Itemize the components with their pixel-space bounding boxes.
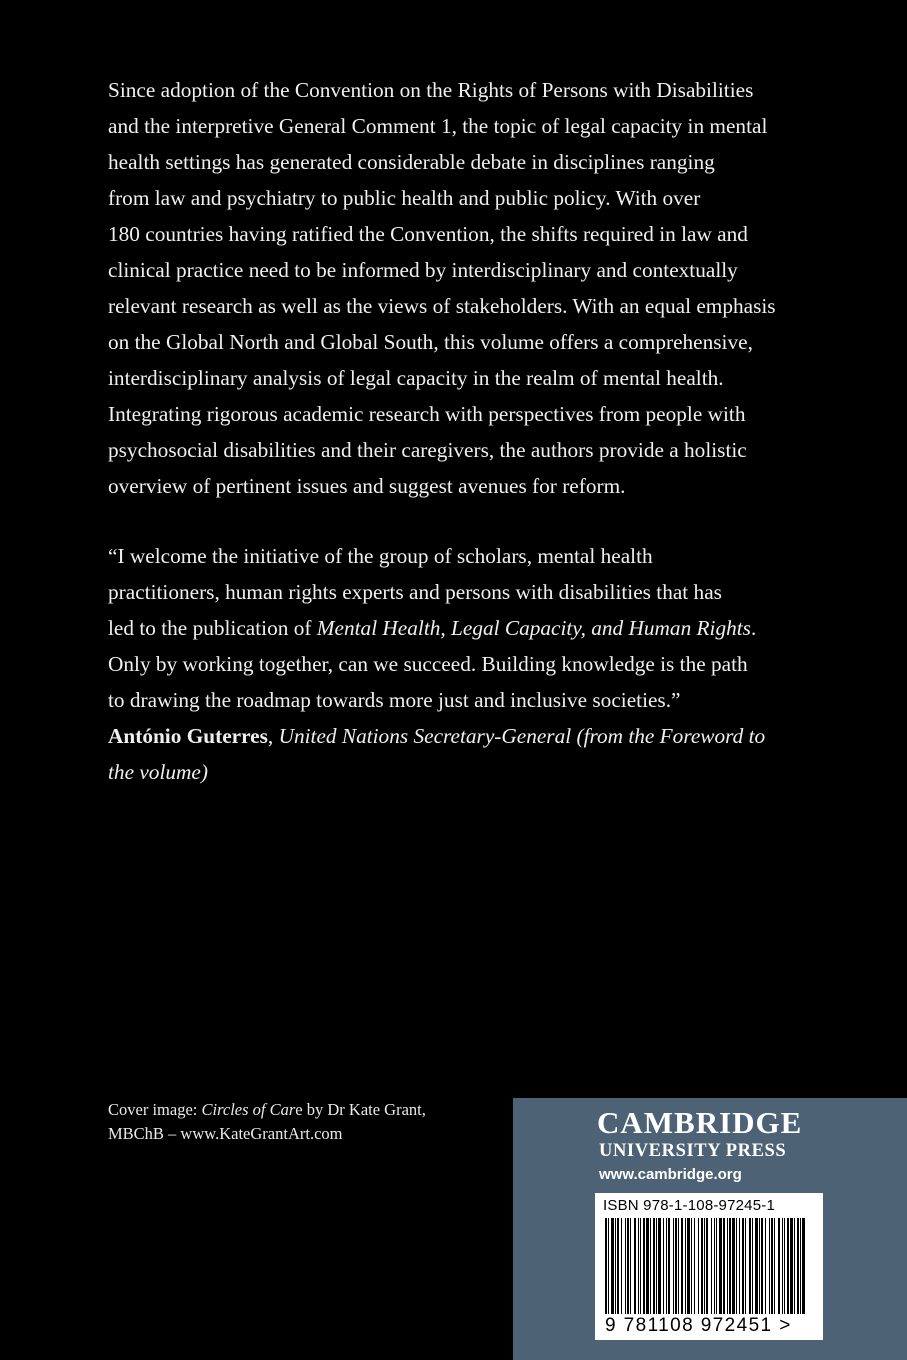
barcode-bar [761,1218,763,1314]
credit-prefix: Cover image: [108,1100,202,1119]
barcode-bar [802,1218,805,1314]
barcode-bar [800,1218,801,1314]
barcode-bar [617,1218,619,1314]
barcode-bar [711,1218,712,1314]
barcode-bar [787,1218,789,1314]
barcode-bar [668,1218,670,1314]
quote-author: António Guterres [108,724,268,748]
barcode-bar [714,1218,715,1314]
barcode-bar [627,1218,629,1314]
barcode-bar [706,1218,708,1314]
quote-line: Only by working together, can we succeed. Building knowledge is the path [108,652,748,676]
barcode-label [595,1193,823,1340]
barcode-bar [732,1218,735,1314]
barcode-bar [673,1218,674,1314]
barcode-bar [797,1218,799,1314]
quote-author-role: United Nations Secretary-General (from the Foreword to [278,724,766,748]
isbn-label: ISBN 978-1-108-97245-1 [603,1197,776,1214]
barcode-bar [729,1218,731,1314]
barcode-bar [745,1218,746,1314]
barcode-bar [739,1218,740,1314]
barcode-bar [678,1218,679,1314]
barcode-bar [658,1218,661,1314]
barcode-bar [759,1218,760,1314]
barcode-bar [723,1218,725,1314]
barcode-bar [774,1218,775,1314]
quote-line: to drawing the roadmap towards more just and inclusive societies.” [108,688,681,712]
barcode-bar [630,1218,631,1314]
barcode-bar [790,1218,793,1314]
cover-image-credit [108,1098,508,1146]
blurb-line: interdisciplinary analysis of legal capacity in the realm of mental health. [108,366,724,390]
barcode-bar [701,1218,703,1314]
barcode-bar [650,1218,651,1314]
barcode-bar [778,1218,780,1314]
barcode-bar [719,1218,722,1314]
barcode-bar [698,1218,699,1314]
barcode-digits: 9 781108 972451 > [605,1315,792,1336]
barcode-bar [694,1218,695,1314]
publisher-name: CAMBRIDGE [597,1105,803,1140]
book-title: Mental Health, Legal Capacity, and Human Rights [316,616,751,640]
barcode-bar [656,1218,657,1314]
barcode-bar [782,1218,783,1314]
credit-tail: e by Dr Kate Grant, [295,1100,426,1119]
blurb-line: and the interpretive General Comment 1, the topic of legal capacity in mental [108,114,768,138]
barcode-bar [638,1218,639,1314]
quote-text: led to the publication of [108,616,317,640]
blurb-line: on the Global North and Global South, this volume offers a comprehensive, [108,330,753,354]
barcode-bar [755,1218,758,1314]
blurb-text [108,72,808,504]
barcode-bar [611,1218,614,1314]
barcode-bar [769,1218,770,1314]
barcode-bar [749,1218,751,1314]
blurb-line: psychosocial disabilities and their caregivers, the authors provide a holistic [108,438,747,462]
endorsement-quote [108,538,828,790]
barcode-bar [675,1218,677,1314]
barcode-bar [784,1218,785,1314]
barcode-bar [794,1218,795,1314]
barcode-bar [681,1218,683,1314]
artwork-title: Circles of Car [201,1100,296,1119]
barcode-bar [643,1218,645,1314]
barcode-bar [727,1218,728,1314]
barcode-bar [605,1218,607,1314]
barcode-bar [615,1218,616,1314]
barcode-bar [621,1218,622,1314]
blurb-line: Integrating rigorous academic research with perspectives from people with [108,402,746,426]
barcode-bar [752,1218,753,1314]
blurb-line: from law and psychiatry to public health and public policy. With over [108,186,701,210]
publisher-panel [513,1098,907,1360]
attribution-separator: , [267,724,279,748]
blurb-line: clinical practice need to be informed by interdisciplinary and contextually [108,258,738,282]
blurb-line: overview of pertinent issues and suggest avenues for reform. [108,474,626,498]
barcode-bar [742,1218,744,1314]
publisher-url: www.cambridge.org [599,1166,742,1183]
credit-line [108,1098,508,1122]
barcode-bar [687,1218,690,1314]
barcode-bar [608,1218,609,1314]
barcode-bar [704,1218,705,1314]
blurb-line: Since adoption of the Convention on the Rights of Persons with Disabilities [108,78,754,102]
barcode-bar [666,1218,667,1314]
barcode-bar [691,1218,692,1314]
blurb-line: relevant research as well as the views of stakeholders. With an equal emphasis [108,294,776,318]
blurb-line: health settings has generated considerable debate in disciplines ranging [108,150,715,174]
quote-line: practitioners, human rights experts and persons with disabilities that has [108,580,722,604]
quote-author-role-cont: the volume) [108,760,208,784]
barcode-bar [640,1218,641,1314]
barcode-bar [736,1218,737,1314]
barcode-bar [653,1218,655,1314]
barcode-bar [771,1218,773,1314]
barcode-bar [634,1218,636,1314]
quote-attribution [108,718,828,754]
quote-line: “I welcome the initiative of the group of scholars, mental health [108,544,653,568]
publisher-subtitle: UNIVERSITY PRESS [599,1141,787,1161]
barcode-bar [625,1218,626,1314]
barcode-bar [716,1218,717,1314]
blurb-line: 180 countries having ratified the Convention, the shifts required in law and [108,222,748,246]
barcode-bar [663,1218,664,1314]
quote-text: . [750,616,757,640]
barcode-bar [685,1218,686,1314]
credit-line-2: MBChB – www.KateGrantArt.com [108,1124,343,1143]
barcode-bar [646,1218,649,1314]
quote-line [108,610,828,646]
barcode-bar [765,1218,766,1314]
